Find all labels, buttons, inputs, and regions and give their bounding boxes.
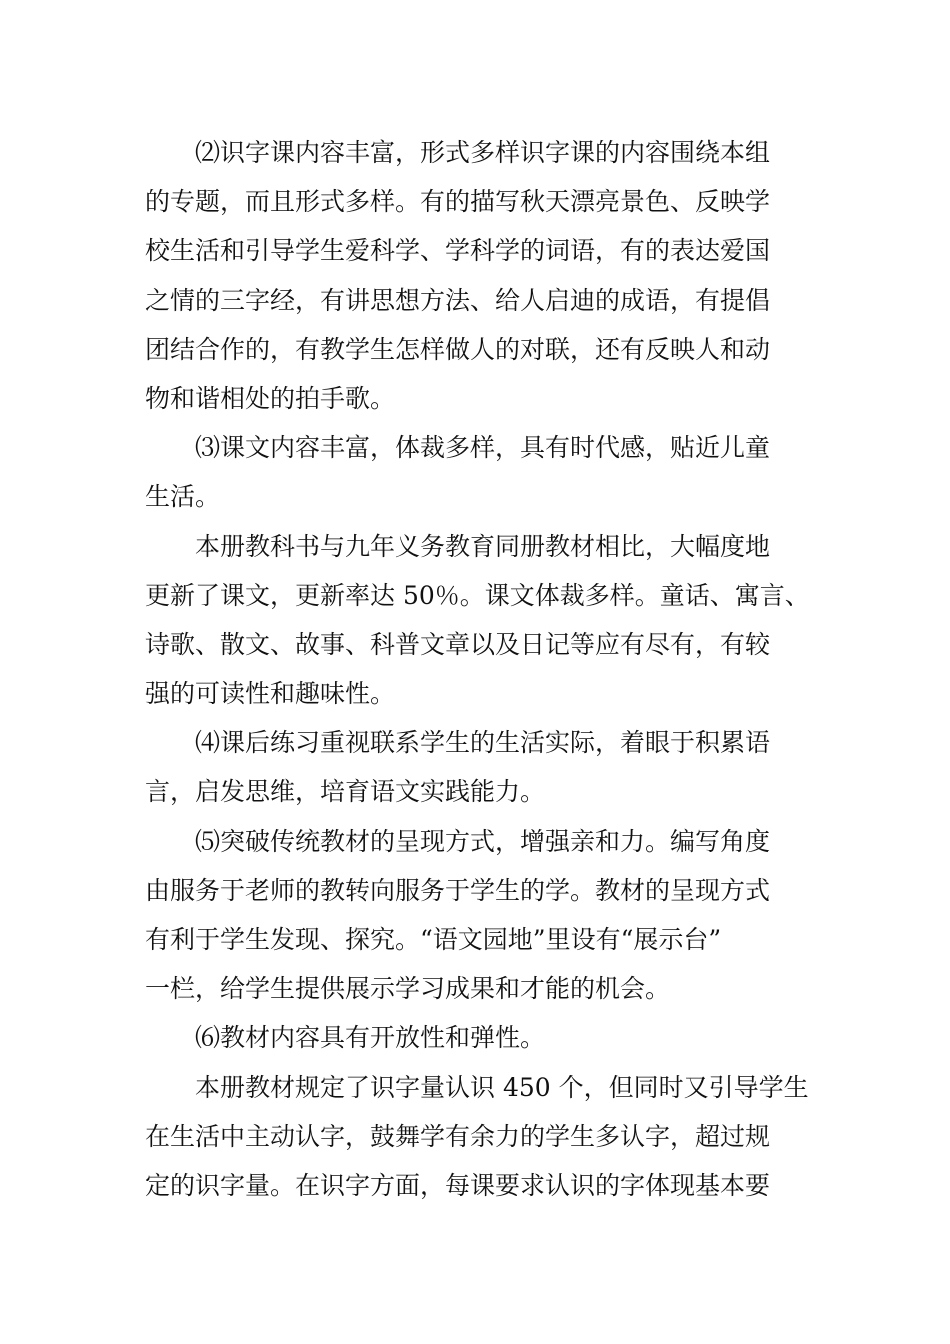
paragraph-textbook-line-1: 本册教科书与九年义务教育同册教材相比，大幅度地	[195, 531, 771, 561]
paragraph-literacy-line-3: 定的识字量。在识字方面，每课要求认识的字体现基本要	[145, 1170, 771, 1200]
paragraph-2-line-2: 的专题，而且形式多样。有的描写秋天漂亮景色、反映学	[145, 187, 771, 217]
document-body	[145, 128, 825, 1210]
paragraph-5-line-4: 一栏，给学生提供展示学习成果和才能的机会。	[145, 974, 671, 1004]
paragraph-literacy-line-2: 在生活中主动认字，鼓舞学有余力的学生多认字，超过规	[145, 1121, 771, 1151]
paragraph-5-line-1: ⑸突破传统教材的呈现方式，增强亲和力。编写角度	[195, 826, 771, 856]
paragraph-textbook-line-4: 强的可读性和趣味性。	[145, 679, 396, 709]
paragraph-2-line-5: 团结合作的，有教学生怎样做人的对联，还有反映人和动	[145, 334, 771, 364]
paragraph-4-line-1: ⑷课后练习重视联系学生的生活实际，着眼于积累语	[195, 728, 771, 758]
paragraph-3-line-1: ⑶课文内容丰富，体裁多样，具有时代感，贴近儿童	[195, 433, 771, 463]
paragraph-3-line-2: 生活。	[145, 482, 221, 512]
paragraph-6-line-1: ⑹教材内容具有开放性和弹性。	[195, 1023, 546, 1053]
paragraph-textbook-line-2: 更新了课文，更新率达 50％。课文体裁多样。童话、寓言、	[145, 580, 810, 610]
paragraph-4-line-2: 言，启发思维，培育语文实践能力。	[145, 777, 546, 807]
paragraph-literacy-line-1: 本册教材规定了识字量认识 450 个，但同时又引导学生	[195, 1072, 809, 1102]
paragraph-2-line-6: 物和谐相处的拍手歌。	[145, 383, 396, 413]
paragraph-2-line-4: 之情的三字经，有讲思想方法、给人启迪的成语，有提倡	[145, 285, 771, 315]
paragraph-5-line-2: 由服务于老师的教转向服务于学生的学。教材的呈现方式	[145, 875, 771, 905]
paragraph-2-line-3: 校生活和引导学生爱科学、学科学的词语，有的表达爱国	[145, 236, 771, 266]
paragraph-2-line-1: ⑵识字课内容丰富，形式多样识字课的内容围绕本组	[195, 138, 771, 167]
paragraph-5-line-3: 有利于学生发现、探究。“语文园地”里设有“展示台”	[145, 925, 722, 954]
paragraph-textbook-line-3: 诗歌、散文、故事、科普文章以及日记等应有尽有，有较	[145, 629, 771, 659]
